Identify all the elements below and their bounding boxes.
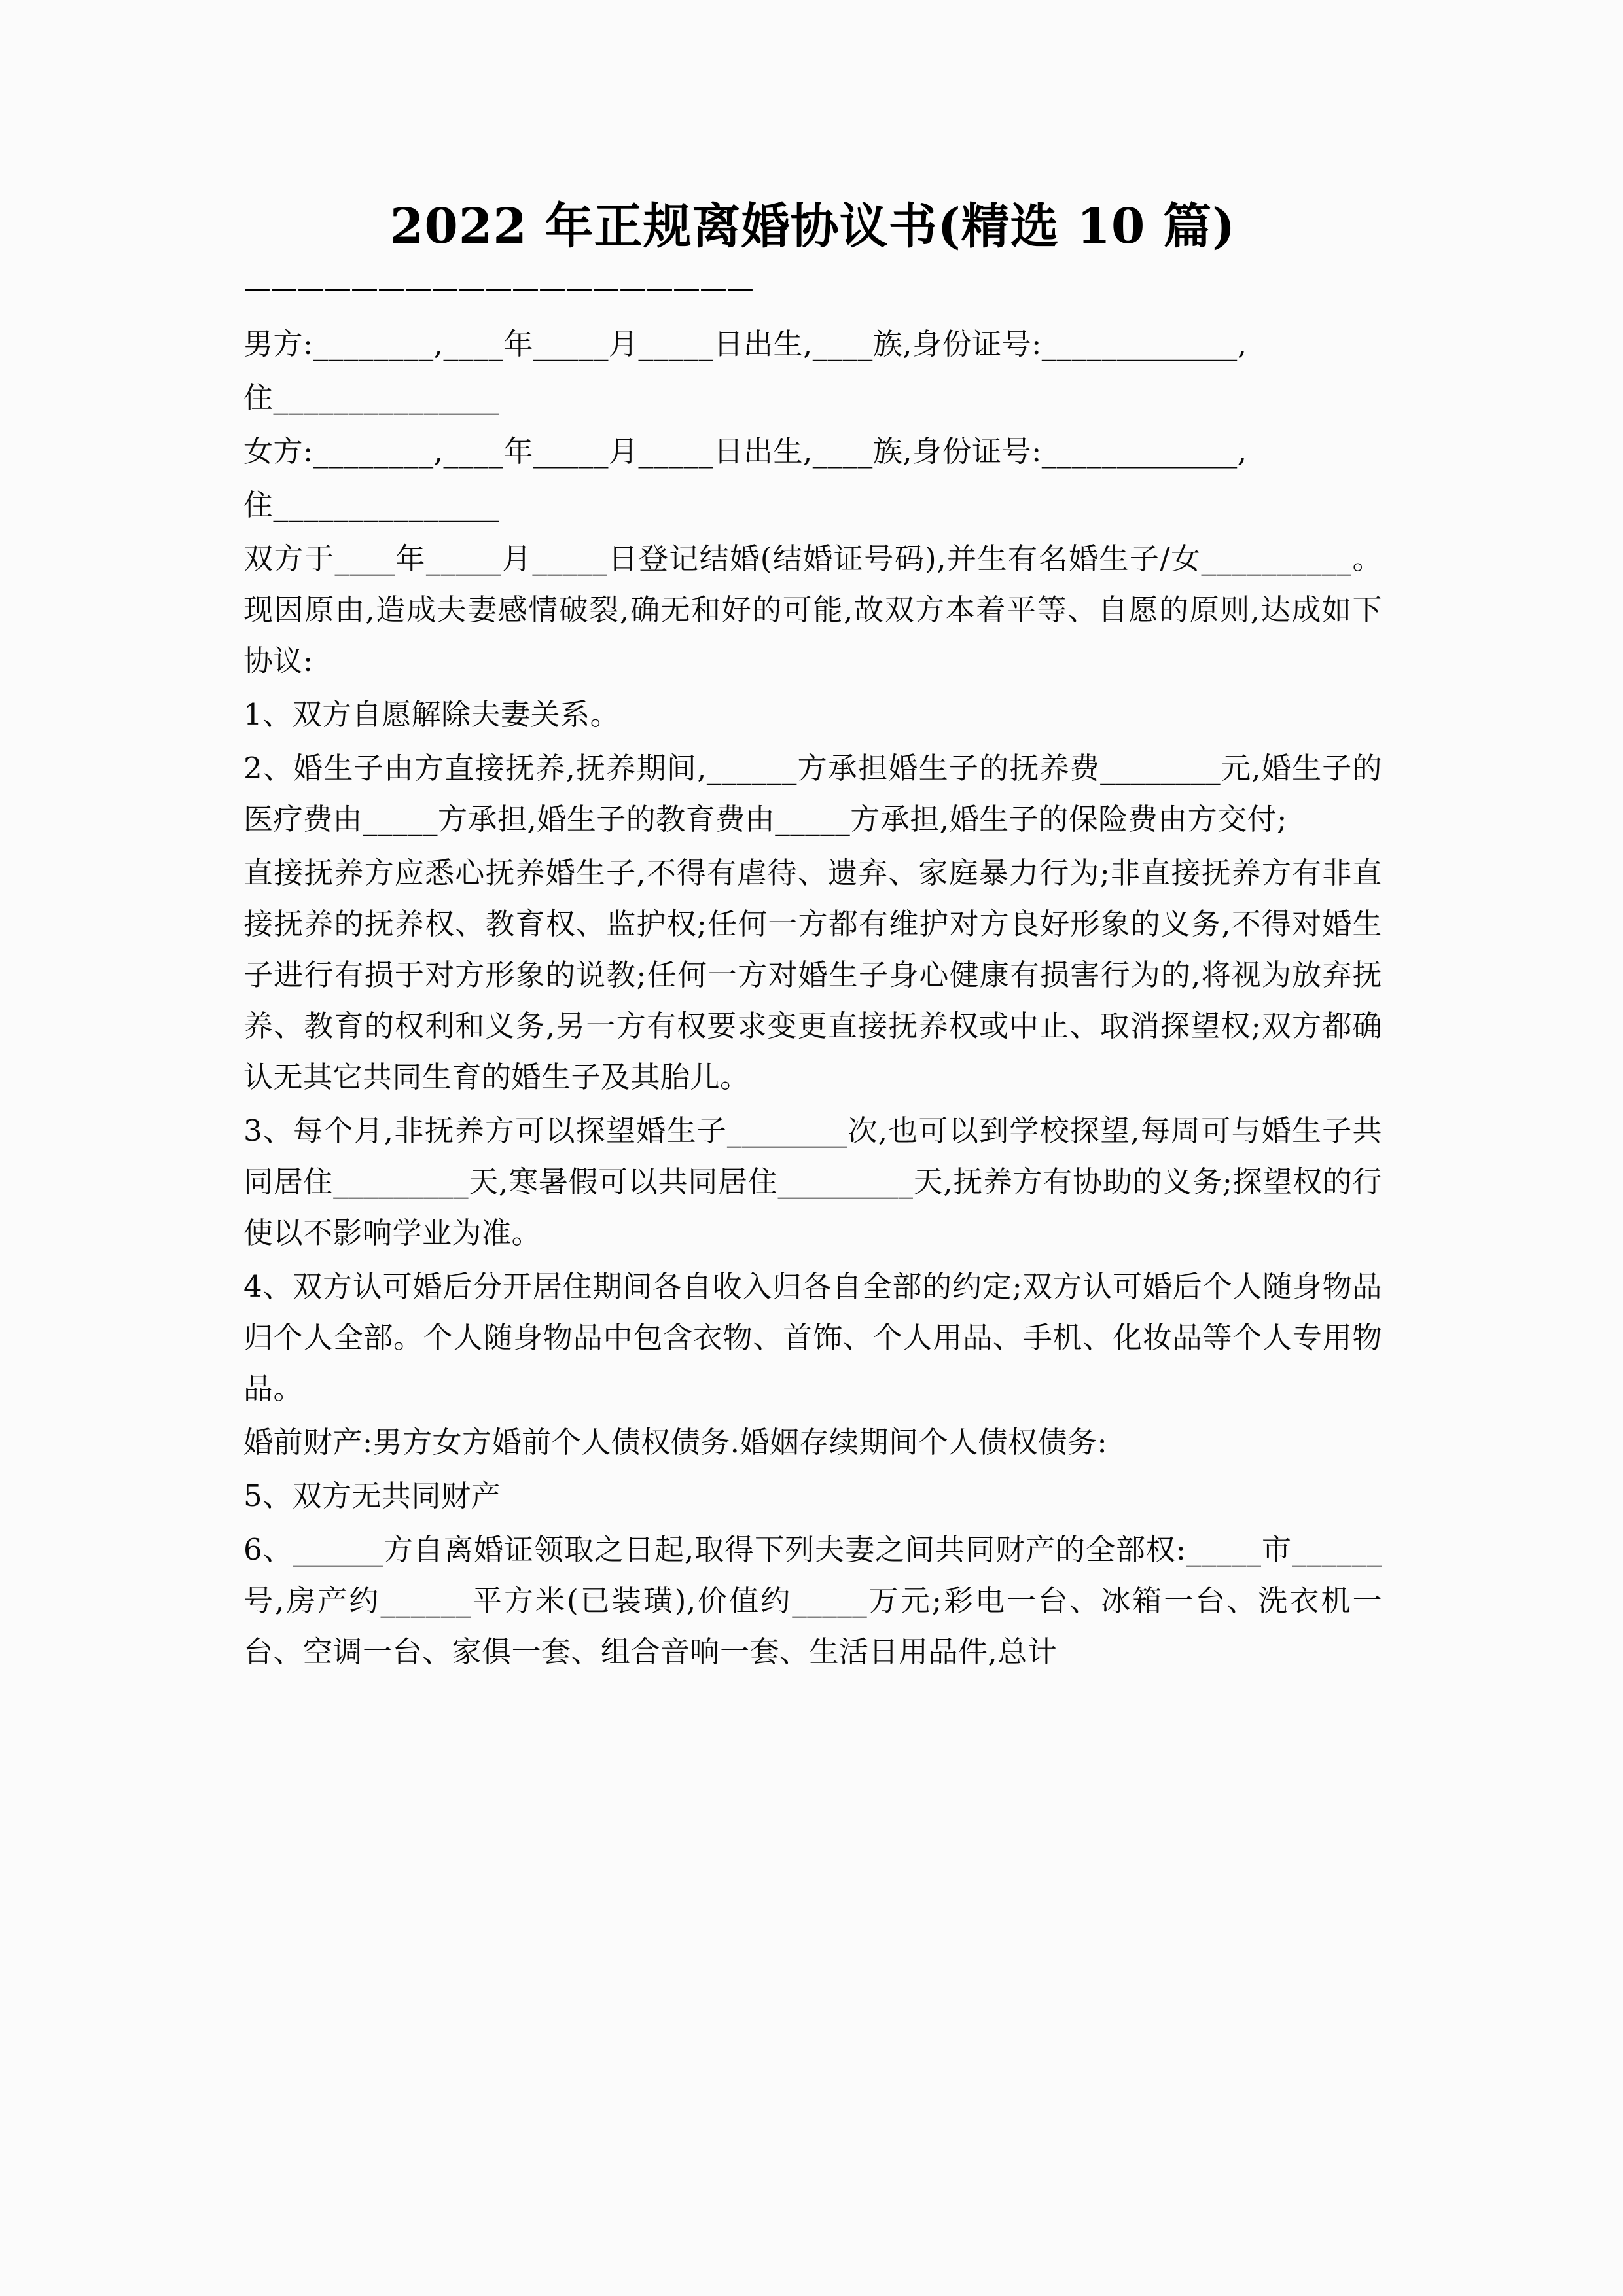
document-content [243,196,1382,1680]
clause-1: 1、双方自愿解除夫妻关系。 [243,696,620,732]
marriage-registration-paragraph: 双方于____年_____月_____日登记结婚(结婚证号码),并生有名婚生子/女__________。现因原由,造成夫妻感情破裂,确无和好的可能,故双方本着平等、自愿的原则,达成如下协议: [243,541,1382,678]
party-male-address-line: 住_______________ [243,380,499,415]
party-female-address-line: 住_______________ [243,487,499,522]
custody-duty-paragraph: 直接抚养方应悉心抚养婚生子,不得有虐待、遗弃、家庭暴力行为;非直接抚养方有非直接抚养的抚养权、教育权、监护权;任何一方都有维护对方良好形象的义务,不得对婚生子进行有损于对方形象的说教;任何一方对婚生子身心健康有损害行为的,将视为放弃抚养、教育的权利和义务,另一方有权要求变更直接抚养权或中止、取消探望权;双方都确认无其它共同生育的婚生子及其胎儿。 [243,855,1382,1094]
clause-4: 4、双方认可婚后分开居住期间各自收入归各自全部的约定;双方认可婚后个人随身物品归个人全部。个人随身物品中包含衣物、首饰、个人用品、手机、化妆品等个人专用物品。 [243,1268,1382,1406]
clause-3: 3、每个月,非抚养方可以探望婚生子________次,也可以到学校探望,每周可与婚生子共同居住_________天,寒暑假可以共同居住_________天,抚养方有协助的义务;探望权的行使以不影响学业为准。 [243,1113,1382,1250]
clause-5: 5、双方无共同财产 [243,1478,501,1513]
page-title: 2022 年正规离婚协议书(精选 10 篇) [389,198,1236,255]
party-male-line: 男方:________,____年_____月_____日出生,____族,身份证号:_____________, [243,326,1247,361]
premarital-property-paragraph: 婚前财产:男方女方婚前个人债权债务.婚姻存续期间个人债权债务: [243,1424,1108,1460]
separator-dashes: ——————————————————— [243,271,753,304]
title-separator [243,269,1382,315]
clause-6: 6、______方自离婚证领取之日起,取得下列夫妻之间共同财产的全部权:_____市______号,房产约______平方米(已装璜),价值约_____万元;彩电一台、冰箱一台、洗衣机一台、空调一台、家俱一套、组合音响一套、生活日用品件,总计 [243,1532,1382,1669]
clause-2: 2、婚生子由方直接抚养,抚养期间,______方承担婚生子的抚养费________元,婚生子的医疗费由_____方承担,婚生子的教育费由_____方承担,婚生子的保险费由方交付; [243,750,1382,836]
party-female-line: 女方:________,____年_____月_____日出生,____族,身份证号:_____________, [243,433,1247,469]
